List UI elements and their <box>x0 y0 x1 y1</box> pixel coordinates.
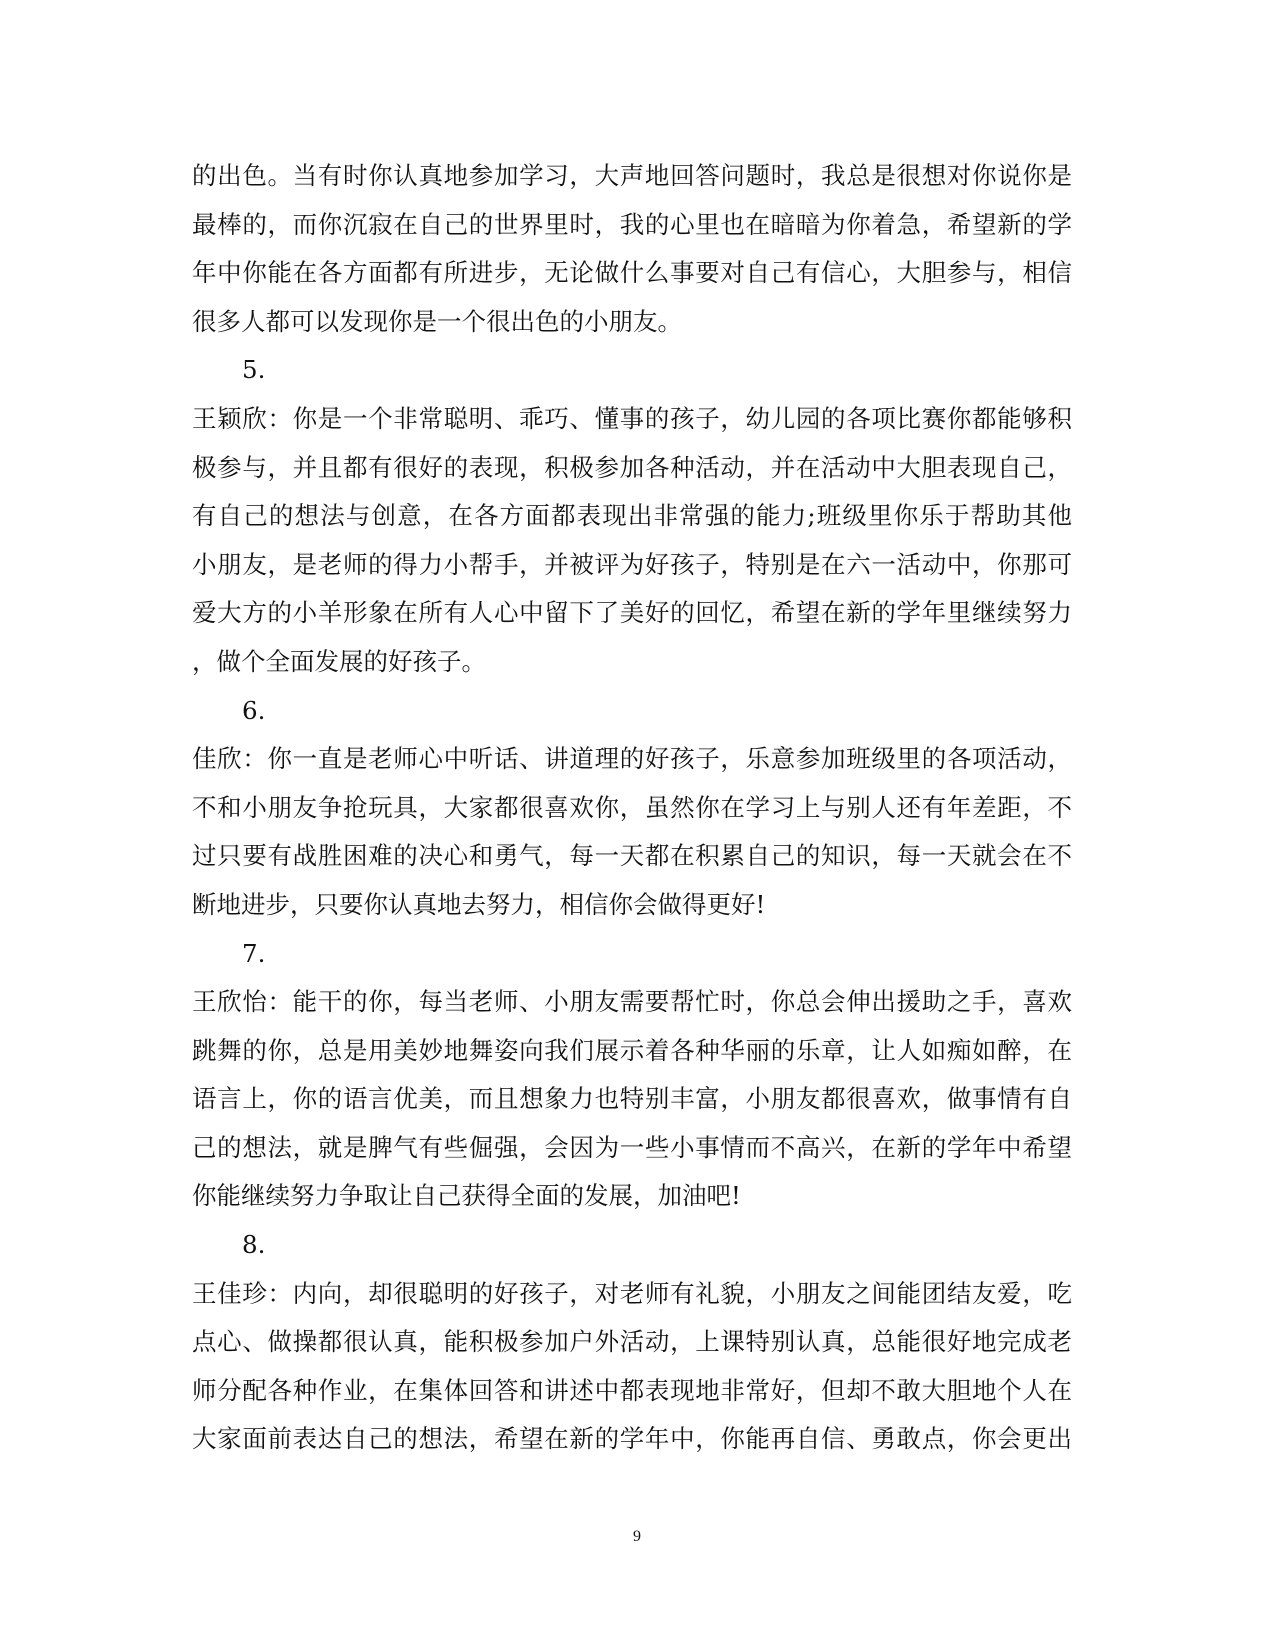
paragraph-line: 最棒的，而你沉寂在自己的世界里时，我的心里也在暗暗为你着急，希望新的学 <box>192 209 1072 239</box>
paragraph-line: 跳舞的你，总是用美妙地舞姿向我们展示着各种华丽的乐章，让人如痴如醉，在 <box>192 1035 1072 1065</box>
paragraph-line: 极参与，并且都有很好的表现，积极参加各种活动，并在活动中大胆表现自己， <box>192 452 1072 482</box>
paragraph-line: 佳欣：你一直是老师心中听话、讲道理的好孩子，乐意参加班级里的各项活动， <box>192 744 1072 774</box>
paragraph-line: 王颖欣：你是一个非常聪明、乖巧、懂事的孩子，幼儿园的各项比赛你都能够积 <box>192 403 1072 433</box>
item-number: 5. <box>242 355 266 385</box>
paragraph-line: 有自己的想法与创意，在各方面都表现出非常强的能力;班级里你乐于帮助其他 <box>192 501 1072 531</box>
document-body <box>192 152 1072 1464</box>
paragraph-line: 王欣怡：能干的你，每当老师、小朋友需要帮忙时，你总会伸出援助之手，喜欢 <box>192 987 1072 1017</box>
paragraph-line: 年中你能在各方面都有所进步，无论做什么事要对自己有信心，大胆参与，相信 <box>192 258 1072 288</box>
paragraph-line: 不和小朋友争抢玩具，大家都很喜欢你，虽然你在学习上与别人还有年差距，不 <box>192 792 1072 822</box>
item-number: 8. <box>242 1230 266 1260</box>
paragraph-line: 师分配各种作业，在集体回答和讲述中都表现地非常好，但却不敢大胆地个人在 <box>192 1375 1072 1405</box>
item-number: 7. <box>242 938 266 968</box>
paragraph-line: 大家面前表达自己的想法，希望在新的学年中，你能再自信、勇敢点，你会更出 <box>192 1424 1072 1454</box>
paragraph-line: 王佳珍：内向，却很聪明的好孩子，对老师有礼貌，小朋友之间能团结友爱，吃 <box>192 1278 1072 1308</box>
paragraph-line: 己的想法，就是脾气有些倔强，会因为一些小事情而不高兴，在新的学年中希望 <box>192 1132 1072 1162</box>
page-number: 9 <box>633 1528 641 1545</box>
paragraph-line: 爱大方的小羊形象在所有人心中留下了美好的回忆，希望在新的学年里继续努力 <box>192 598 1072 628</box>
paragraph-line: 语言上，你的语言优美，而且想象力也特别丰富，小朋友都很喜欢，做事情有自 <box>192 1084 1072 1114</box>
paragraph-line: 你能继续努力争取让自己获得全面的发展，加油吧! <box>192 1181 741 1211</box>
paragraph-line: 断地进步，只要你认真地去努力，相信你会做得更好! <box>192 889 766 919</box>
paragraph-line: 过只要有战胜困难的决心和勇气，每一天都在积累自己的知识，每一天就会在不 <box>192 841 1072 871</box>
item-number: 6. <box>242 695 266 725</box>
paragraph-line: ，做个全面发展的好孩子。 <box>192 646 486 676</box>
paragraph-line: 点心、做操都很认真，能积极参加户外活动，上课特别认真，总能很好地完成老 <box>192 1327 1072 1357</box>
paragraph-line: 很多人都可以发现你是一个很出色的小朋友。 <box>192 306 682 336</box>
paragraph-line: 的出色。当有时你认真地参加学习，大声地回答问题时，我总是很想对你说你是 <box>192 161 1072 190</box>
paragraph-line: 小朋友，是老师的得力小帮手，并被评为好孩子，特别是在六一活动中，你那可 <box>192 549 1072 579</box>
